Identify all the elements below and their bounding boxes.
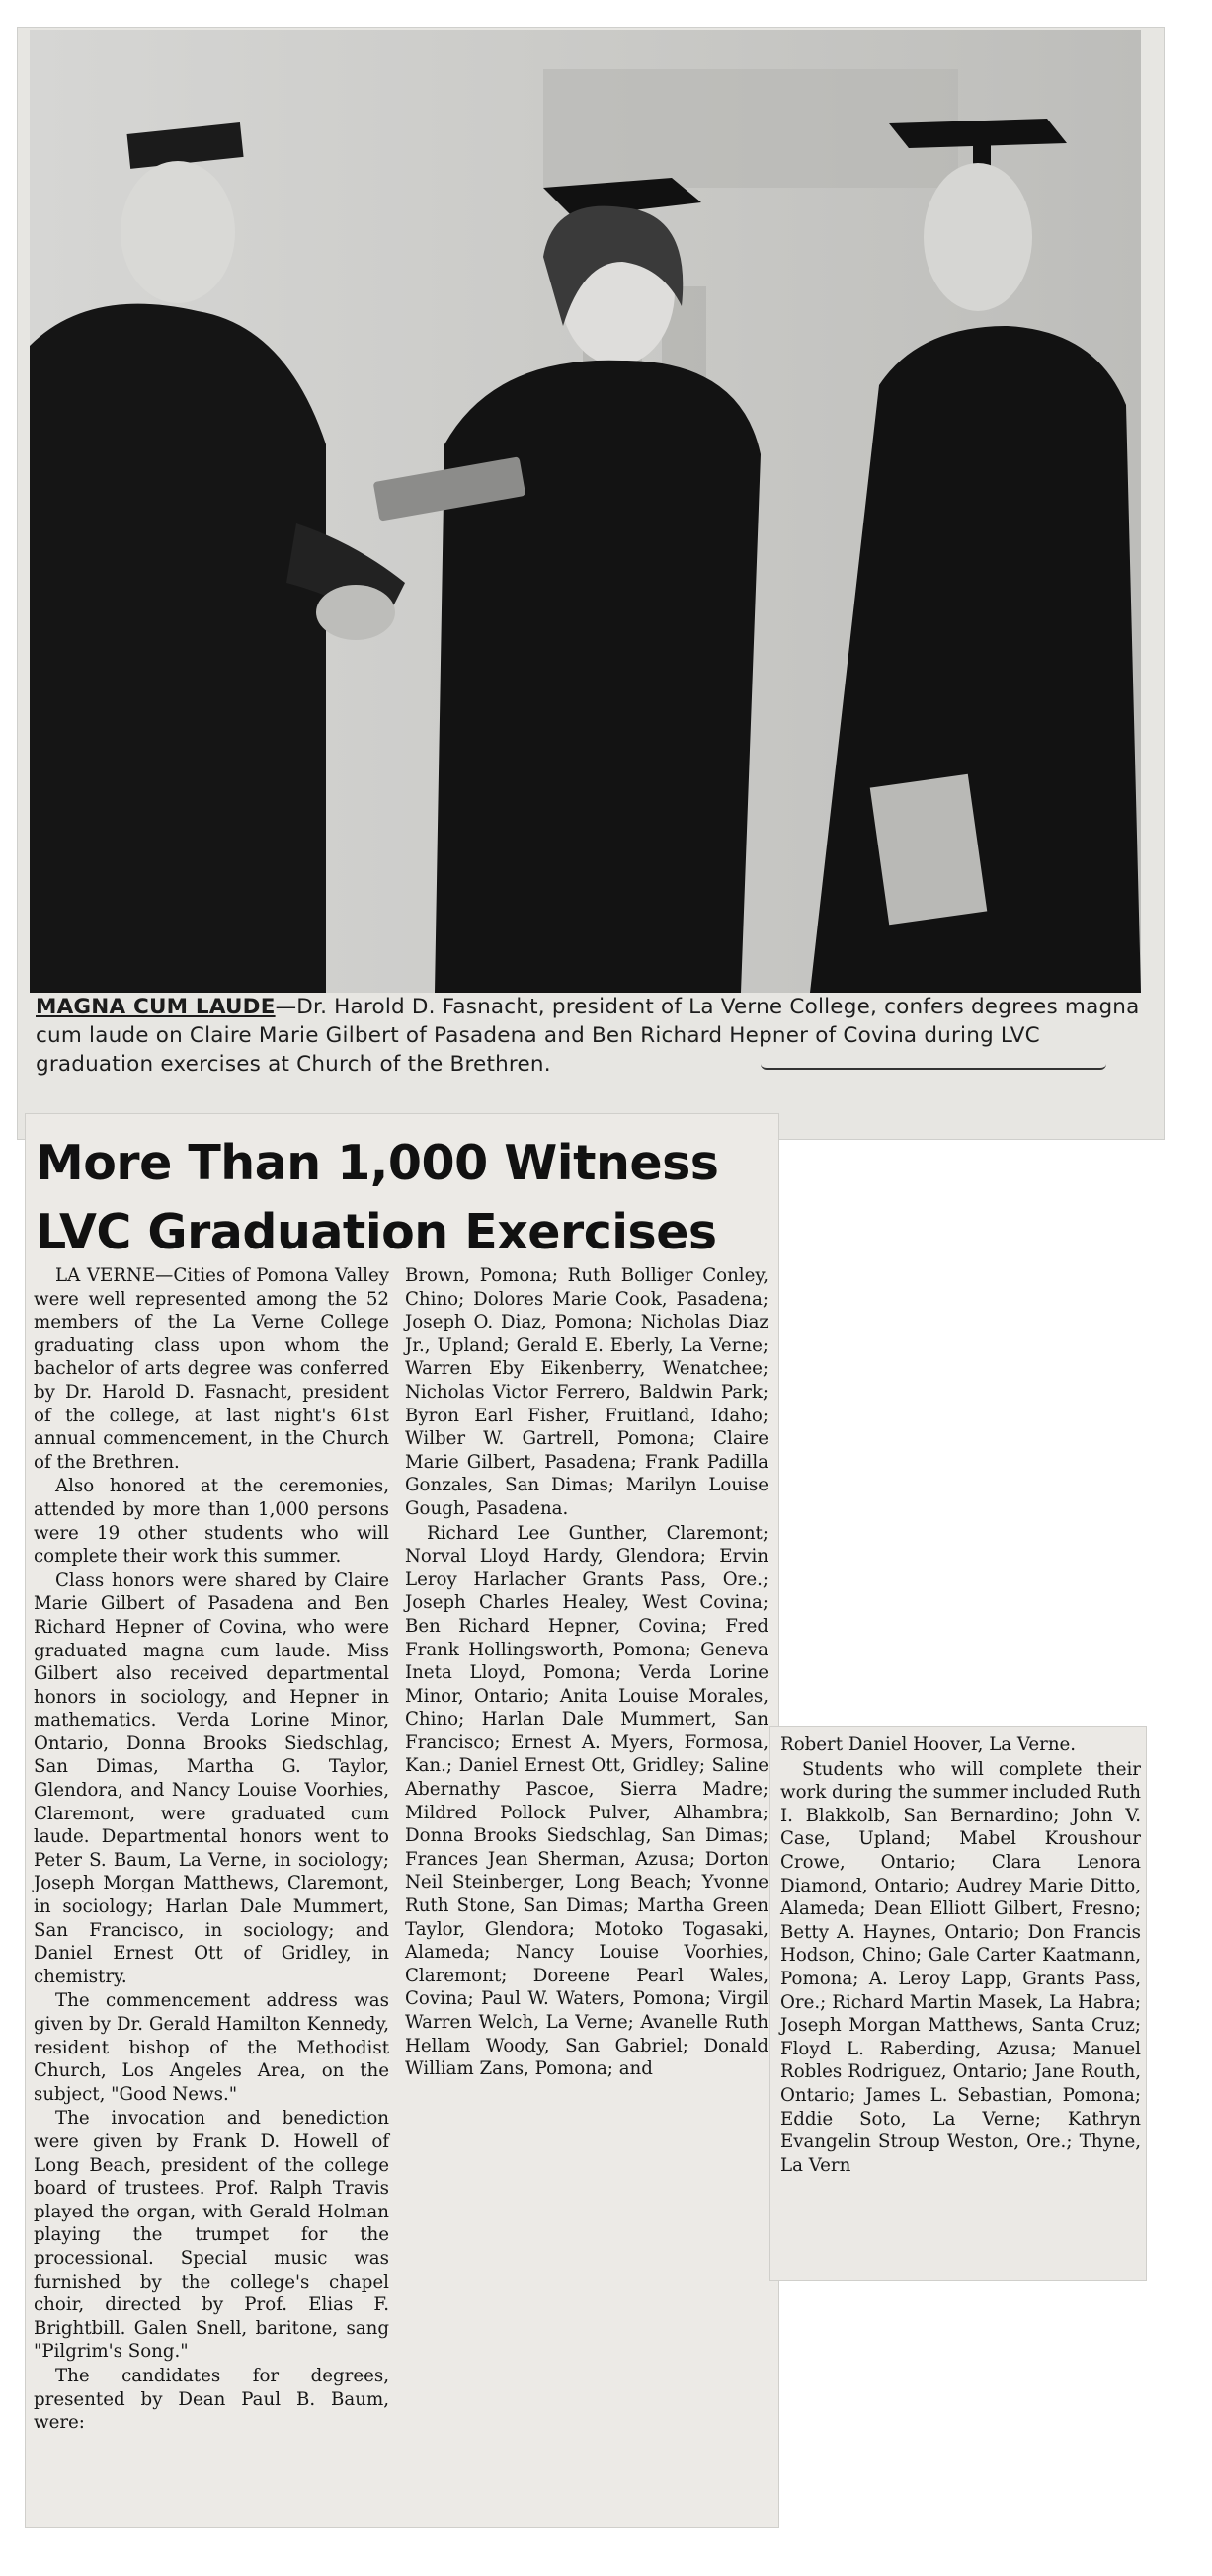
paragraph: Also honored at the ceremonies, attended by more than 1,000 persons were 19 other students who will complete their work this summer. — [34, 1476, 389, 1568]
article-column-1 — [34, 1264, 389, 2436]
paragraph: Robert Daniel Hoover, La Verne. — [780, 1734, 1077, 1755]
caption-lead: MAGNA CUM LAUDE — [36, 995, 276, 1019]
headline-line-1: More Than 1,000 Witness — [36, 1135, 719, 1191]
paragraph: LA VERNE—Cities of Pomona Valley were well represented among the 52 members of the La Verne College graduating class upon whom the bachelor of arts degree was conferred by Dr. Harold D. Fasnacht, president of the college, at last night's 61st annual commencement, in the Church of the Brethren. — [34, 1265, 389, 1473]
graduation-photo — [30, 30, 1141, 993]
paragraph: Richard Lee Gunther, Claremont; Norval Lloyd Hardy, Glendora; Ervin Leroy Harlacher Grants Pass, Ore.; Joseph Charles Healey, West Covina; Ben Richard Hepner, Covina; Fred Frank Hollingsworth, Pomona; Geneva Ineta Lloyd, Pomona; Verda Lorine Minor, Ontario; Anita Louise Morales, Chino; Harlan Dale Mummert, San Francisco; Ernest A. Myers, Formosa, Kan.; Daniel Ernest Ott, Gridley; Saline Abernathy Pascoe, Sierra Madre; Mildred Pollock Pulver, Alhambra; Donna Brooks Siedschlag, San Dimas; Frances Jean Sherman, Azusa; Dorton Neil Steinberger, Long Beach; Yvonne Ruth Stone, San Dimas; Martha Green Taylor, Glendora; Motoko Togasaki, Alameda; Nancy Louise Voorhies, Claremont; Doreene Pearl Wales, Covina; Paul W. Waters, Pomona; Virgil Warren Welch, La Verne; Avanelle Ruth Hellam Woody, San Gabriel; Donald William Zans, Pomona; and — [405, 1522, 768, 2080]
graduation-photo-illustration — [30, 30, 1141, 993]
paragraph: The candidates for degrees, presented by Dean Paul B. Baum, were: — [34, 2365, 389, 2434]
article-headline — [36, 1129, 767, 1267]
headline-line-2: LVC Graduation Exercises — [36, 1204, 717, 1260]
paragraph: The invocation and benediction were given by Frank D. Howell of Long Beach, president of the college board of trustees. Prof. Ralph Travis played the organ, with Gerald Holman playing the trumpet for the processional. Special music was furnished by the college's chapel choir, directed by Prof. Elias F. Brightbill. Galen Snell, baritone, sang "Pilgrim's Song." — [34, 2108, 389, 2363]
caption-text: —Dr. Harold D. Fasnacht, president of La Verne College, confers degrees magna cum laude on Claire Marie Gilbert of Pasadena and Ben Richard Hepner of Covina during LVC graduation exercises at Church of the Brethren. — [36, 995, 1140, 1077]
paragraph: Class honors were shared by Claire Marie Gilbert of Pasadena and Ben Richard Hepner of Covina, who were graduated magna cum laude. Miss Gilbert also received departmental honors in sociology, and Hepner in mathematics. Verda Lorine Minor, Ontario, Donna Brooks Siedschlag, San Dimas, Martha G. Taylor, Glendora, and Nancy Louise Voorhies, Claremont, were graduated cum laude. Departmental honors went to Peter S. Baum, La Verne, in sociology; Joseph Morgan Matthews, Claremont, in sociology; Harlan Dale Mummert, San Francisco, in sociology; and Daniel Ernest Ott of Gridley, in chemistry. — [34, 1570, 389, 1987]
article-column-2 — [405, 1264, 768, 2082]
paragraph: Students who will complete their work during the summer included Ruth I. Blakkolb, San Bernardino; John V. Case, Upland; Mabel Kroushour Crowe, Ontario; Clara Lenora Diamond, Ontario; Audrey Marie Ditto, Alameda; Dean Elliott Gilbert, Fresno; Betty A. Haynes, Ontario; Don Francis Hodson, Chino; Gale Carter Kaatmann, Pomona; A. Leroy Lapp, Grants Pass, Ore.; Richard Martin Masek, La Habra; Joseph Morgan Matthews, Santa Cruz; Floyd L. Raberding, Azusa; Manuel Robles Rodriguez, Ontario; Jane Routh, Ontario; James L. Sebastian, Pomona; Eddie Soto, La Verne; Kathryn Evangelin Stroup Weston, Ore.; Thyne, La Vern — [780, 1758, 1141, 2176]
caption-handwritten-underline — [761, 1064, 1106, 1070]
paragraph: Brown, Pomona; Ruth Bolliger Conley, Chino; Dolores Marie Cook, Pasadena; Joseph O. Diaz, Pomona; Nicholas Diaz Jr., Upland; Gerald E. Eberly, La Verne; Warren Eby Eikenberry, Wenatchee; Nicholas Victor Ferrero, Baldwin Park; Byron Earl Fisher, Fruitland, Idaho; Wilber W. Gartrell, Pomona; Claire Marie Gilbert, Pasadena; Frank Padilla Gonzales, San Dimas; Marilyn Louise Gough, Pasadena. — [405, 1265, 768, 1519]
article-column-3 — [780, 1733, 1141, 2178]
paragraph: The commencement address was given by Dr. Gerald Hamilton Kennedy, resident bishop of the Methodist Church, Los Angeles Area, on the subject, "Good News." — [34, 1990, 389, 2105]
